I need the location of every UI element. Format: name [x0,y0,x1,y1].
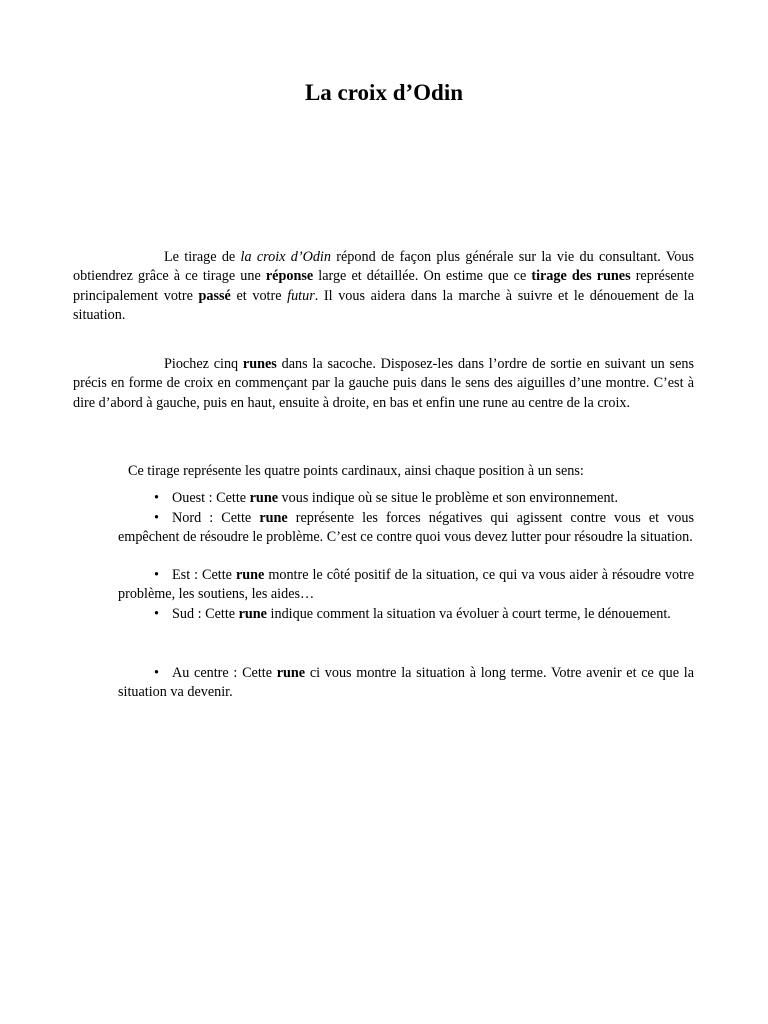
bold-run: runes [242,356,277,372]
page-title: La croix d’Odin [304,80,464,105]
bold-run: rune [259,510,288,526]
bold-run: rune [276,665,306,681]
list-item-est [118,566,694,605]
text-run: vous indique où se situe le problème et son environnement. [278,490,619,506]
text-run: Au centre : Cette [172,665,277,681]
bold-run: tirage des runes [531,268,631,285]
italic-run: la croix d’Odin [240,249,331,265]
text-run: représente les forces négatives qui agissent contre vous et vous empêchent de résoudre le problème. C’est ce contre quoi vous devez lutter pour résoudre la situation. [118,510,694,546]
list-item-nord [118,509,694,548]
bold-run: réponse [265,268,314,285]
text-run: large et détaillée. On estime que ce [313,268,532,285]
text-run: dans la sacoche. Disposez-les dans l’ordre de sortie en suivant un sens précis en forme de croix en commençant par la gauche puis dans le sens des aiguilles d’une montre. C’est à dire d’abord à gauche, puis en haut, ensuite à droite, en bas et enfin une rune au centre de la croix. [73,356,694,411]
bullet-icon: • [154,567,159,583]
bold-run: rune [235,567,265,583]
text-run: . Il vous aidera dans la marche à suivre et le dénouement de la situation. [73,287,695,323]
list-item-centre [118,664,694,703]
bullet-icon: • [154,510,159,526]
intro-paragraph [73,248,694,325]
text-run: ci vous montre la situation à long terme. Votre avenir et ce que la situation va devenir. [118,665,695,701]
text-run: Piochez cinq [164,356,243,372]
positions-intro: Ce tirage représente les quatre points cardinaux, ainsi chaque position à un sens: [128,463,584,479]
text-run: indique comment la situation va évoluer à court terme, le dénouement. [266,606,671,622]
bullet-icon: • [154,606,159,622]
list-item-ouest [118,489,694,508]
text-run: Est : Cette [172,567,236,583]
bold-run: rune [238,606,267,622]
bullet-icon: • [154,665,159,681]
bold-run: passé [198,287,231,304]
text-run: représente principalement votre [73,268,694,304]
text-run: et votre [230,287,288,304]
instructions-paragraph [73,355,694,413]
text-run: Ouest : Cette [172,490,250,506]
text-run: montre le côté positif de la situation, ce qui va vous aider à résoudre votre problème, les soutiens, les aides… [118,567,695,603]
text-run: répond de façon plus générale sur la vie du consultant. Vous obtiendrez grâce à ce tirage une [73,249,694,285]
bold-run: rune [249,490,278,506]
text-run: Le tirage de [164,249,241,265]
list-item-sud [118,605,694,624]
bullet-icon: • [154,490,159,506]
italic-run: futur [287,287,315,304]
text-run: Nord : Cette [172,510,260,526]
text-run: Sud : Cette [172,606,239,622]
